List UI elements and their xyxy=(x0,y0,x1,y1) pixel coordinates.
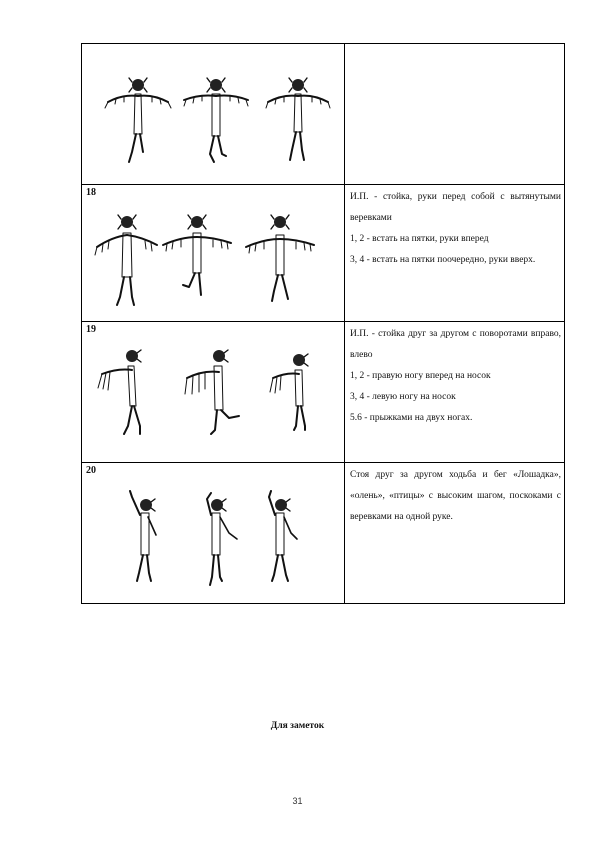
exercise-illustration-cell xyxy=(82,44,345,185)
stick-figure-drawing xyxy=(185,350,239,434)
exercise-text-line: И.П. - стойка, руки перед собой с вытянутыми веревками xyxy=(350,192,561,223)
exercise-text-line: 3, 4 - встать на пятки поочередно, руки вверх. xyxy=(350,255,536,265)
exercise-row xyxy=(82,44,565,185)
stick-figure-drawing xyxy=(270,354,308,430)
exercise-row xyxy=(82,322,565,463)
stick-figures-side-view-illustration xyxy=(82,322,344,463)
exercise-description-cell xyxy=(345,322,565,463)
exercise-row xyxy=(82,185,565,322)
stick-figure-drawing xyxy=(105,78,171,162)
page-number: 31 xyxy=(292,796,303,806)
exercise-number: 18 xyxy=(86,187,96,198)
stick-figure-drawing xyxy=(269,491,297,581)
stick-figure-drawing xyxy=(130,491,156,581)
exercise-table xyxy=(81,43,565,604)
exercise-illustration-cell xyxy=(82,185,345,322)
notes-heading: Для заметок xyxy=(270,721,325,731)
exercise-description-cell xyxy=(345,44,565,185)
exercise-text-line: Стоя друг за другом ходьба и бег «Лошадка», «олень», «птицы» с высоким шагом, поскоками с веревками на одной руке. xyxy=(350,470,561,522)
exercise-number: 19 xyxy=(86,324,96,335)
exercise-text-line: 5.6 - прыжками на двух ногах. xyxy=(350,413,473,423)
stick-figure-drawing xyxy=(98,350,141,434)
stick-figure-drawing xyxy=(246,215,314,301)
exercise-illustration-cell xyxy=(82,463,345,604)
exercise-row xyxy=(82,463,565,604)
exercise-text-line: 1, 2 - встать на пятки, руки вперед xyxy=(350,234,489,244)
exercise-text-line: 1, 2 - правую ногу вперед на носок xyxy=(350,371,491,381)
exercise-illustration-cell xyxy=(82,322,345,463)
stick-figure-drawing xyxy=(184,78,248,162)
exercise-text-line: И.П. - стойка друг за другом с поворотами вправо, влево xyxy=(350,329,561,360)
stick-figures-arms-forward-illustration xyxy=(82,185,344,322)
stick-figures-arm-raised-illustration xyxy=(82,463,344,604)
stick-figure-drawing xyxy=(163,215,231,295)
exercise-number: 20 xyxy=(86,465,96,476)
exercise-text-line: 3, 4 - левую ногу на носок xyxy=(350,392,456,402)
stick-figure-drawing xyxy=(266,78,330,160)
stick-figure-drawing xyxy=(95,215,157,305)
exercise-description-cell xyxy=(345,185,565,322)
exercise-description-cell xyxy=(345,463,565,604)
stick-figure-drawing xyxy=(207,493,237,585)
stick-figures-arms-spread-illustration xyxy=(82,44,344,185)
